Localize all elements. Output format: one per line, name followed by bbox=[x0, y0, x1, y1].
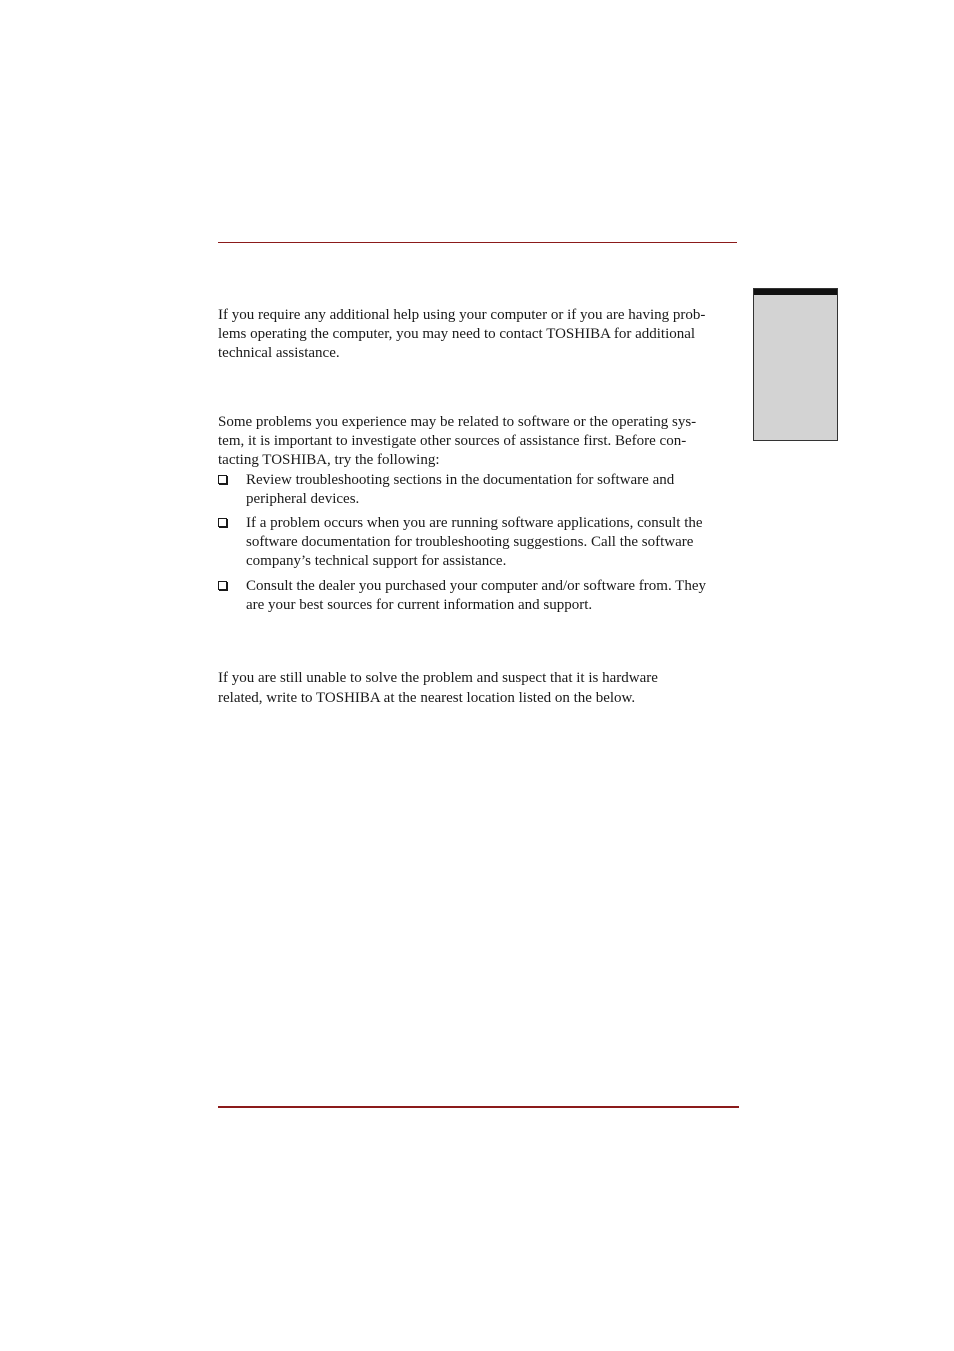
header-rule bbox=[218, 242, 737, 243]
before-you-call-paragraph bbox=[218, 413, 738, 470]
chapter-tab bbox=[753, 288, 838, 441]
where-to-write-paragraph bbox=[218, 668, 738, 708]
bullet-line: company’s technical support for assistance. bbox=[246, 553, 507, 569]
intro-line: lems operating the computer, you may need to contact TOSHIBA for additional bbox=[218, 326, 696, 342]
bullet-text bbox=[246, 577, 738, 615]
checkbox-bullet-icon bbox=[218, 581, 227, 590]
bullet-line: Review troubleshooting sections in the documentation for software and bbox=[246, 472, 675, 488]
bullet-line: Consult the dealer you purchased your computer and/or software from. They bbox=[246, 578, 707, 594]
intro-paragraph bbox=[218, 306, 738, 363]
footer-rule bbox=[218, 1106, 739, 1108]
where-to-write-line: If you are still unable to solve the problem and suspect that it is hardware bbox=[218, 670, 658, 686]
bullet-line: If a problem occurs when you are running software applications, consult the bbox=[246, 515, 703, 531]
checkbox-bullet-icon bbox=[218, 518, 227, 527]
bullet-text bbox=[246, 471, 738, 509]
where-to-write-line: related, write to TOSHIBA at the nearest location listed on the below. bbox=[218, 690, 636, 706]
before-you-call-line: tacting TOSHIBA, try the following: bbox=[218, 452, 440, 468]
intro-line: If you require any additional help using your computer or if you are having prob- bbox=[218, 307, 706, 323]
bullet-line: software documentation for troubleshooting suggestions. Call the software bbox=[246, 534, 694, 550]
bullet-line: peripheral devices. bbox=[246, 491, 360, 507]
before-you-call-line: tem, it is important to investigate other sources of assistance first. Before con- bbox=[218, 433, 687, 449]
bullet-line: are your best sources for current information and support. bbox=[246, 597, 593, 613]
intro-line: technical assistance. bbox=[218, 345, 340, 361]
bullet-text bbox=[246, 514, 738, 571]
chapter-tab-bar bbox=[754, 289, 837, 295]
before-you-call-line: Some problems you experience may be related to software or the operating sys- bbox=[218, 414, 697, 430]
checkbox-bullet-icon bbox=[218, 475, 227, 484]
